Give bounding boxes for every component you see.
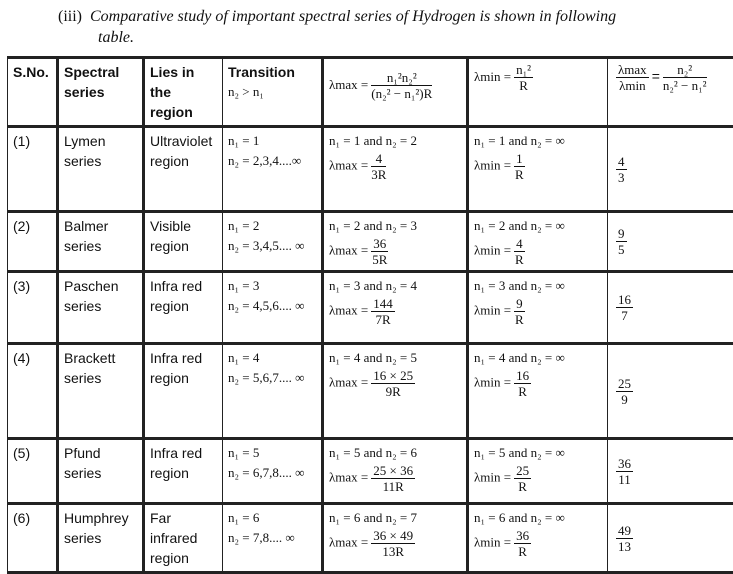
min-num: 16 (514, 368, 531, 384)
min-den: R (514, 479, 531, 494)
n1-value: n₁ = 3 (228, 276, 316, 296)
max-num: 4 (371, 151, 386, 167)
cell-ratio (608, 127, 733, 212)
min-condition: n₁ = 6 and n₂ = ∞ (474, 508, 602, 528)
cell-region: Infra red region (144, 344, 223, 439)
ratio-num: 25 (616, 376, 633, 392)
cell-transition (223, 344, 323, 439)
cell-series: Brackett series (58, 344, 144, 439)
max-den: 13R (371, 544, 415, 559)
lmax-label: λmax = (329, 302, 368, 317)
n2-values: n₂ = 3,4,5.... ∞ (228, 236, 316, 256)
min-condition: n₁ = 4 and n₂ = ∞ (474, 348, 602, 368)
ratio-den: 11 (616, 472, 633, 487)
cell-series: Balmer series (58, 212, 144, 272)
header-row (8, 58, 733, 127)
cell-transition (223, 272, 323, 344)
cell-sno: (2) (8, 212, 58, 272)
cell-transition (223, 127, 323, 212)
lmax-num: n₁²n₂² (371, 70, 432, 86)
spectral-series-table (7, 56, 733, 574)
n2-values: n₂ = 5,6,7.... ∞ (228, 368, 316, 388)
max-num: 36 × 49 (371, 528, 415, 544)
cell-series: Lymen series (58, 127, 144, 212)
cell-region: Infra red region (144, 439, 223, 504)
lmax-label: λmax = (329, 374, 368, 389)
lmin-label: λmin = (474, 302, 511, 317)
min-den: R (514, 252, 525, 267)
cell-sno: (1) (8, 127, 58, 212)
ratio-num: 49 (616, 523, 633, 539)
cell-transition (223, 212, 323, 272)
ratio-num: 16 (616, 292, 633, 308)
cell-lambda-min (468, 504, 608, 573)
max-num: 36 (371, 236, 388, 252)
table-row (8, 504, 733, 573)
min-den: R (514, 167, 525, 182)
table-row (8, 212, 733, 272)
n1-value: n₁ = 5 (228, 443, 316, 463)
cell-lambda-max (323, 212, 468, 272)
cell-ratio (608, 212, 733, 272)
max-condition: n₁ = 4 and n₂ = 5 (329, 348, 461, 368)
caption-line2: table. (58, 27, 616, 48)
table-row (8, 439, 733, 504)
cell-lambda-max (323, 127, 468, 212)
lmin-label: λmin = (474, 157, 511, 172)
lmin-label: λmin = (474, 534, 511, 549)
min-num: 25 (514, 463, 531, 479)
n2-values: n₂ = 7,8.... ∞ (228, 528, 316, 548)
header-transition-label: Transition (228, 62, 316, 82)
cell-lambda-min (468, 344, 608, 439)
n1-value: n₁ = 1 (228, 131, 316, 151)
lmax-label: λmax = (329, 157, 368, 172)
caption-line1: Comparative study of important spectral series of Hydrogen is shown in following (90, 8, 616, 25)
ratio-den: 9 (616, 392, 633, 407)
min-den: R (514, 544, 531, 559)
min-condition: n₁ = 5 and n₂ = ∞ (474, 443, 602, 463)
caption-number: (iii) (58, 8, 82, 25)
max-condition: n₁ = 1 and n₂ = 2 (329, 131, 461, 151)
max-num: 25 × 36 (371, 463, 415, 479)
cell-region: Visible region (144, 212, 223, 272)
cell-sno: (4) (8, 344, 58, 439)
max-condition: n₁ = 2 and n₂ = 3 (329, 216, 461, 236)
min-num: 4 (514, 236, 525, 252)
header-region: Lies in the region (144, 58, 223, 127)
table-row (8, 272, 733, 344)
max-num: 16 × 25 (371, 368, 415, 384)
lmax-label: λmax = (329, 242, 368, 257)
lmax-label: λmax = (329, 77, 368, 92)
cell-ratio (608, 439, 733, 504)
header-transition (223, 58, 323, 127)
min-num: 1 (514, 151, 525, 167)
n1-value: n₁ = 6 (228, 508, 316, 528)
lmax-label: λmax = (329, 469, 368, 484)
cell-lambda-min (468, 212, 608, 272)
cell-lambda-max (323, 344, 468, 439)
max-den: 11R (371, 479, 415, 494)
header-series: Spectral series (58, 58, 144, 127)
lmin-label: λmin = (474, 69, 511, 84)
min-num: 9 (514, 296, 525, 312)
header-lambda-min (468, 58, 608, 127)
ratio-den-label: λmin (616, 78, 649, 93)
max-den: 7R (371, 312, 395, 327)
n2-values: n₂ = 4,5,6.... ∞ (228, 296, 316, 316)
cell-transition (223, 504, 323, 573)
ratio-num: n₂² (663, 62, 707, 78)
cell-ratio (608, 504, 733, 573)
n1-value: n₁ = 4 (228, 348, 316, 368)
cell-series: Humphrey series (58, 504, 144, 573)
max-den: 9R (371, 384, 415, 399)
cell-region: Infra red region (144, 272, 223, 344)
min-condition: n₁ = 2 and n₂ = ∞ (474, 216, 602, 236)
cell-transition (223, 439, 323, 504)
cell-series: Pfund series (58, 439, 144, 504)
min-condition: n₁ = 3 and n₂ = ∞ (474, 276, 602, 296)
max-condition: n₁ = 5 and n₂ = 6 (329, 443, 461, 463)
cell-sno: (3) (8, 272, 58, 344)
max-condition: n₁ = 3 and n₂ = 4 (329, 276, 461, 296)
cell-ratio (608, 272, 733, 344)
cell-series: Paschen series (58, 272, 144, 344)
lmax-label: λmax = (329, 534, 368, 549)
lmin-label: λmin = (474, 242, 511, 257)
min-condition: n₁ = 1 and n₂ = ∞ (474, 131, 602, 151)
ratio-num: 9 (616, 226, 627, 242)
cell-region: Ultraviolet region (144, 127, 223, 212)
max-den: 5R (371, 252, 388, 267)
header-sno: S.No. (8, 58, 58, 127)
min-den: R (514, 384, 531, 399)
max-num: 144 (371, 296, 395, 312)
ratio-den: 7 (616, 308, 633, 323)
header-transition-cond: n₂ > n₁ (228, 82, 316, 102)
cell-lambda-max (323, 439, 468, 504)
table-row (8, 344, 733, 439)
cell-sno: (6) (8, 504, 58, 573)
min-den: R (514, 312, 525, 327)
lmin-label: λmin = (474, 469, 511, 484)
caption (58, 6, 616, 48)
lmax-den: (n₂² − n₁²)R (371, 86, 432, 101)
lmin-den: R (514, 78, 533, 93)
cell-lambda-max (323, 272, 468, 344)
ratio-den: 3 (616, 170, 627, 185)
header-lambda-max (323, 58, 468, 127)
cell-lambda-min (468, 439, 608, 504)
max-den: 3R (371, 167, 386, 182)
n1-value: n₁ = 2 (228, 216, 316, 236)
table-row (8, 127, 733, 212)
cell-sno: (5) (8, 439, 58, 504)
header-ratio: $\frac{\lambda\max}{\lambda\min}$ = $\frac{\text{n₂²}}{\text{n₂² − n₁²}}$ (608, 58, 733, 127)
cell-lambda-min (468, 127, 608, 212)
ratio-den: n₂² − n₁² (663, 78, 707, 93)
max-condition: n₁ = 6 and n₂ = 7 (329, 508, 461, 528)
ratio-num-label: λmax (616, 62, 649, 78)
ratio-den: 13 (616, 539, 633, 554)
n2-values: n₂ = 6,7,8.... ∞ (228, 463, 316, 483)
n2-values: n₂ = 2,3,4....∞ (228, 151, 316, 171)
ratio-num: 4 (616, 154, 627, 170)
ratio-num: 36 (616, 456, 633, 472)
min-num: 36 (514, 528, 531, 544)
ratio-den: 5 (616, 242, 627, 257)
cell-ratio (608, 344, 733, 439)
lmin-label: λmin = (474, 374, 511, 389)
lmin-num: n₁² (514, 62, 533, 78)
cell-region: Far infrared region (144, 504, 223, 573)
cell-lambda-min (468, 272, 608, 344)
cell-lambda-max (323, 504, 468, 573)
